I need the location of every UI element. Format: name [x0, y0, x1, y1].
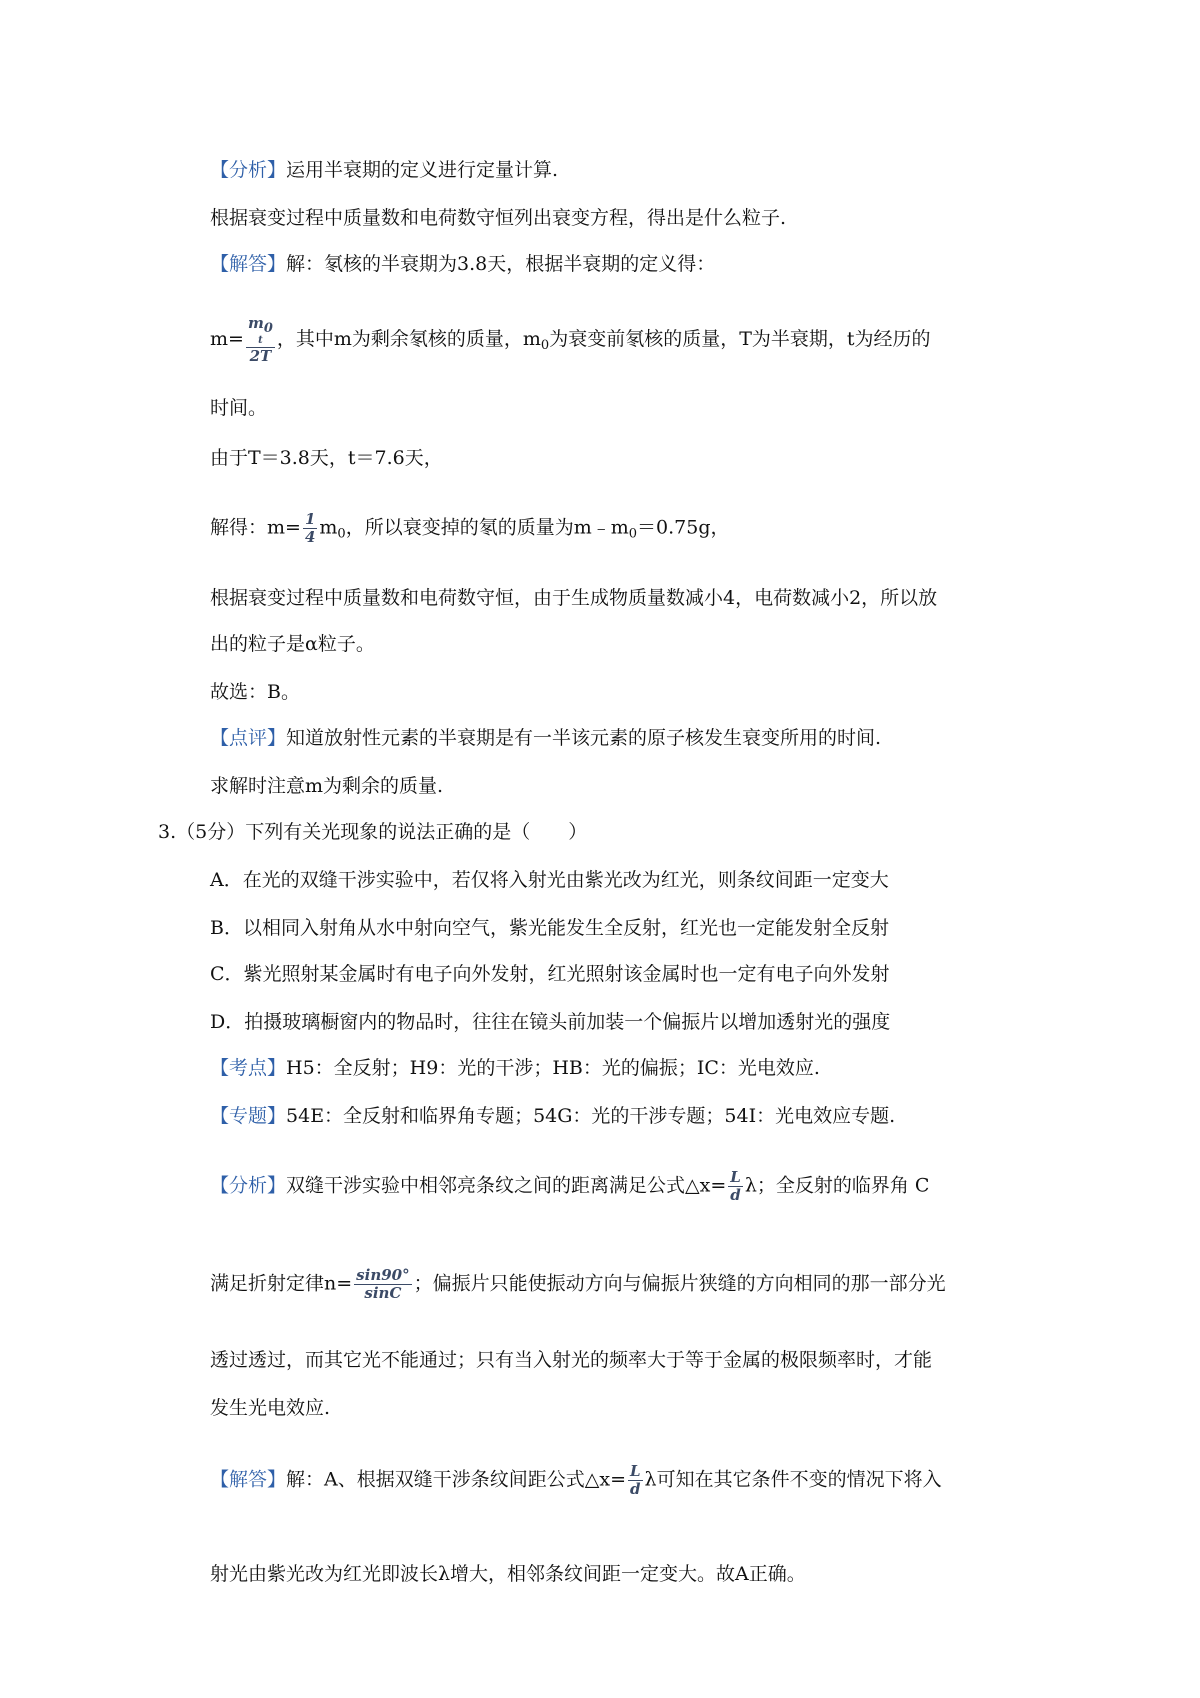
zhuanti-text: 54E：全反射和临界角专题；54G：光的干涉专题；54I：光电效应专题.: [286, 1105, 896, 1127]
formula-text-b: 为衰变前氡核的质量，T为半衰期，t为经历的: [549, 328, 931, 350]
formula-line: [210, 316, 931, 364]
solve-b-sub: 0: [337, 526, 346, 542]
solve-line: [210, 512, 729, 549]
answer-intro: 解：氡核的半衰期为3.8天，根据半衰期的定义得：: [286, 253, 716, 275]
fraction-denominator: 2T: [249, 347, 272, 365]
formula-text-a: ，其中m为剩余氡核的质量，m: [276, 328, 541, 350]
snell-denominator: sinC: [364, 1284, 402, 1302]
option-a: A．在光的双缝干涉实验中，若仅将入射光由紫光改为红光，则条纹间距一定变大: [210, 869, 889, 891]
quarter-numerator: 1: [304, 510, 316, 528]
quarter-fraction: [303, 512, 317, 545]
q3-analysis-line-2: [210, 1268, 946, 1301]
q3-analysis-line-1: [210, 1170, 929, 1203]
kaodian-line: [210, 1054, 820, 1082]
formula-text-sub: 0: [540, 338, 550, 353]
fringe-denominator: d: [730, 1186, 741, 1204]
answer-fraction: [628, 1464, 643, 1497]
snell-numerator: sin90°: [356, 1266, 410, 1284]
comment-line-2: 求解时注意m为剩余的质量.: [210, 775, 444, 797]
snell-fraction: [354, 1268, 411, 1301]
q3-analysis-b: λ；全反射的临界角 C: [744, 1174, 930, 1197]
analysis-tag: 【分析】: [210, 159, 287, 181]
time-word: 时间。: [210, 397, 268, 419]
formula-lhs: m=: [210, 328, 244, 350]
zhuanti-line: [210, 1102, 895, 1130]
q3-analysis-a: 双缝干涉实验中相邻亮条纹之间的距离满足公式△x=: [286, 1174, 727, 1197]
given-line: 由于T＝3.8天，t＝7.6天，: [210, 447, 443, 469]
answer-tag: 【解答】: [210, 253, 287, 275]
analysis-line-2: 根据衰变过程中质量数和电荷数守恒列出衰变方程，得出是什么粒子.: [210, 207, 787, 229]
q3-analysis2-a: 满足折射定律n=: [210, 1272, 353, 1295]
analysis-text: 运用半衰期的定义进行定量计算.: [286, 159, 559, 181]
kaodian-text: H5：全反射；H9：光的干涉；HB：光的偏振；IC：光电效应.: [286, 1057, 820, 1079]
fringe-numerator: L: [730, 1168, 741, 1186]
comment-text: 知道放射性元素的半衰期是有一半该元素的原子核发生衰变所用的时间.: [286, 727, 882, 749]
q3-answer-tag: 【解答】: [210, 1468, 287, 1491]
choose-line: 故选：B。: [210, 681, 300, 703]
solve-b: m: [319, 516, 338, 539]
fraction-exponent: t: [258, 335, 263, 346]
question-3-stem: 3.（5分）下列有关光现象的说法正确的是（ ）: [158, 821, 588, 843]
answer-denominator: d: [630, 1480, 641, 1498]
conserve-line-2: 出的粒子是α粒子。: [210, 633, 375, 655]
q3-analysis-line-3: 透过透过，而其它光不能通过；只有当入射光的频率大于等于金属的极限频率时，才能: [210, 1349, 933, 1371]
zhuanti-tag: 【专题】: [210, 1105, 287, 1127]
solve-a: 解得：m=: [210, 516, 301, 539]
fraction-numerator-sub: 0: [263, 321, 273, 336]
option-b: B．以相同入射角从水中射向空气，紫光能发生全反射，红光也一定能发射全反射: [210, 917, 889, 939]
fringe-fraction: [728, 1170, 743, 1203]
q3-analysis2-b: ；偏振片只能使振动方向与偏振片狭缝的方向相同的那一部分光: [413, 1272, 946, 1295]
conserve-line-1: 根据衰变过程中质量数和电荷数守恒，由于生成物质量数减小4，电荷数减小2，所以放: [210, 587, 938, 609]
option-d: D．拍摄玻璃橱窗内的物品时，往往在镜头前加装一个偏振片以增加透射光的强度: [210, 1011, 891, 1033]
kaodian-tag: 【考点】: [210, 1057, 287, 1079]
q3-analysis-tag: 【分析】: [210, 1174, 287, 1197]
half-life-fraction: [246, 316, 275, 364]
answer-numerator: L: [630, 1462, 641, 1480]
q3-answer-line-1: [210, 1464, 942, 1497]
comment-tag: 【点评】: [210, 727, 287, 749]
option-c: C．紫光照射某金属时有电子向外发射，红光照射该金属时也一定有电子向外发射: [210, 963, 890, 985]
solve-c: ，所以衰变掉的氡的质量为m﹣m: [345, 516, 629, 539]
analysis-line-1: [210, 156, 558, 184]
q3-answer-a: 解：A、根据双缝干涉条纹间距公式△x=: [286, 1468, 626, 1491]
solve-c-sub: 0: [628, 526, 638, 542]
q3-answer-line-2: 射光由紫光改为红光即波长λ增大，相邻条纹间距一定变大。故A正确。: [210, 1563, 806, 1585]
comment-line-1: [210, 724, 881, 752]
q3-answer-b: λ可知在其它条件不变的情况下将入: [644, 1468, 942, 1491]
quarter-denominator: 4: [304, 528, 316, 546]
answer-line-1: [210, 250, 715, 278]
solve-d: ＝0.75g，: [637, 516, 730, 539]
q3-analysis-line-4: 发生光电效应.: [210, 1397, 331, 1419]
fraction-numerator: m: [247, 314, 264, 332]
